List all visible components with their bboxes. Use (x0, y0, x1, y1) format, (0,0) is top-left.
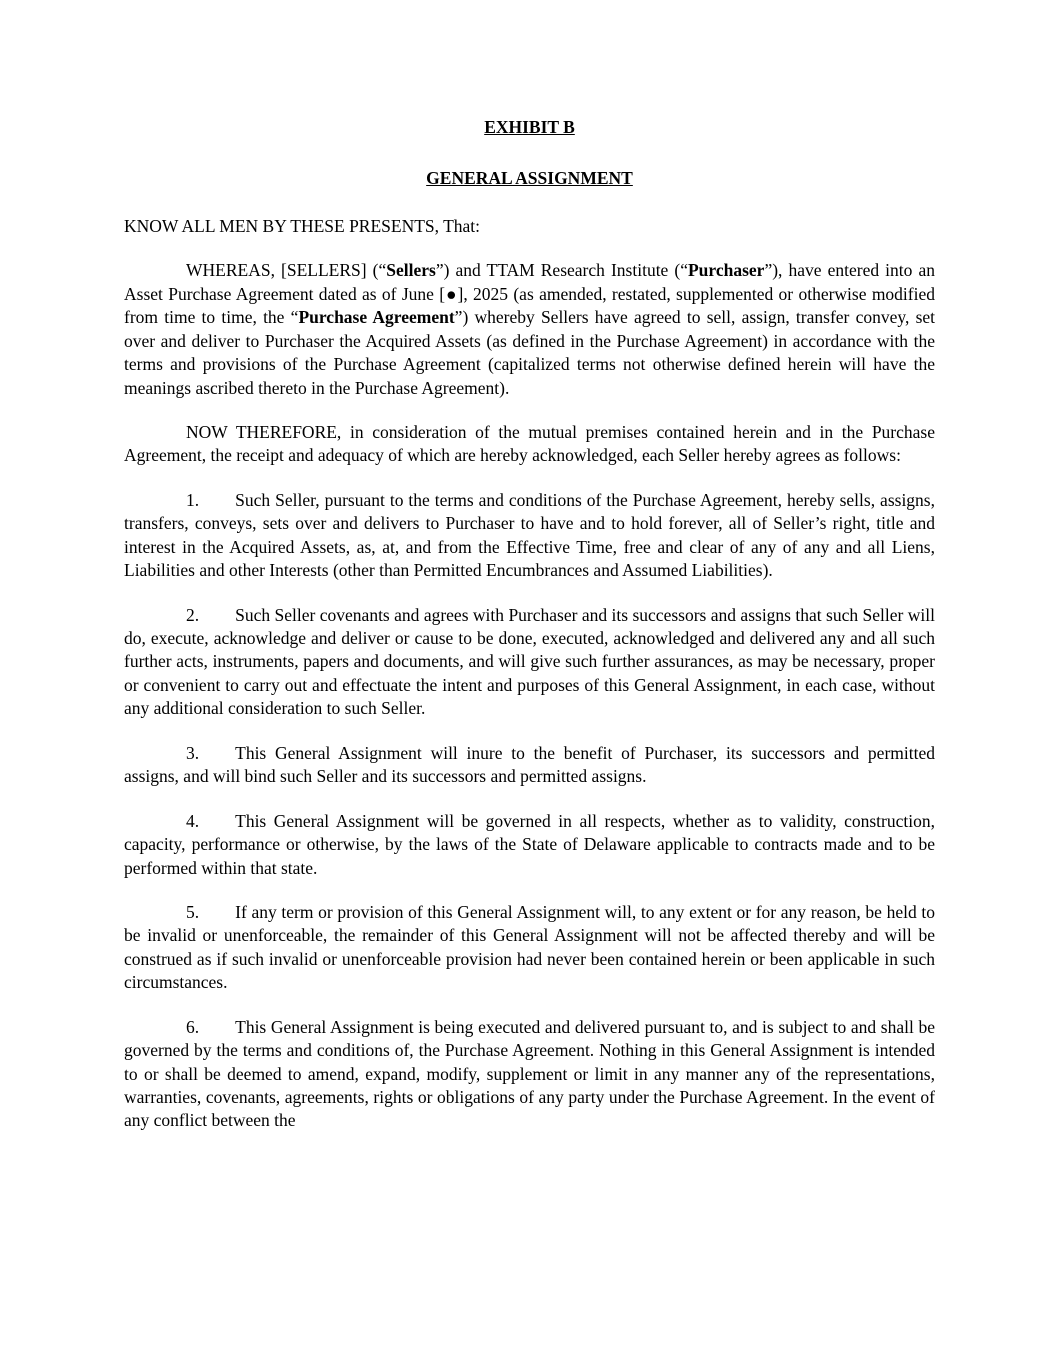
intro-line: KNOW ALL MEN BY THESE PRESENTS, That: (124, 215, 481, 236)
paragraph-text: NOW THEREFORE, in consideration of the mutual premises contained herein and in the Purchase Agreement, the receipt and adequacy of which are hereby acknowledged, each Seller hereby agrees as follows: (124, 421, 935, 466)
document-subtitle: GENERAL ASSIGNMENT (426, 168, 633, 189)
defined-term: Purchase Agreement (298, 307, 455, 328)
paragraph-text: This General Assignment will inure to the benefit of Purchaser, its successors and permitted assigns, and will bind such Seller and its successors and permitted assigns. (124, 742, 935, 787)
paragraph-number: 6. (186, 1016, 200, 1037)
defined-term: Purchaser (687, 260, 765, 281)
paragraph-text: This General Assignment is being executed and delivered pursuant to, and is subject to and shall be governed by the terms and conditions of, the Purchase Agreement. Nothing in this General Assignment is intended to or shall be deemed to amend, expand, modify, supplement or limit in any manner any of the representations, warranties, covenants, agreements, rights or obligations of any party under the Purchase Agreement. In the event of any conflict between the (124, 1016, 935, 1131)
paragraphs (124, 259, 935, 1133)
numbered-paragraph (124, 489, 935, 583)
defined-term: Sellers (386, 260, 436, 281)
paragraph (124, 421, 935, 468)
document-title: EXHIBIT B (484, 117, 575, 137)
paragraph (124, 259, 935, 400)
numbered-paragraph (124, 810, 935, 880)
paragraph-text: ”) and TTAM Research Institute (“ (435, 260, 688, 281)
paragraph-text: Such Seller covenants and agrees with Purchaser and its successors and assigns that such Seller will do, execute, acknowledge and deliver or cause to be done, executed, acknowledged and delivered any and all such further acts, instruments, papers and documents, and will give such further assurances, as may be necessary, proper or convenient to carry out and effectuate the intent and purposes of this General Assignment, in each case, without any additional consideration to such Seller. (124, 604, 935, 719)
paragraph-text: If any term or provision of this General Assignment will, to any extent or for any reason, be held to be invalid or unenforceable, the remainder of this General Assignment will not be affected thereby and will be construed as if such invalid or unenforceable provision had never been contained herein or been applicable in such circumstances. (124, 901, 935, 993)
paragraph-number: 2. (186, 604, 200, 625)
paragraph-number: 1. (186, 489, 200, 510)
paragraph-text: This General Assignment will be governed in all respects, whether as to validity, construction, capacity, performance or otherwise, by the laws of the State of Delaware applicable to contracts made and to be performed within that state. (124, 810, 935, 878)
paragraph-number: 3. (186, 742, 200, 763)
numbered-paragraph (124, 604, 935, 721)
paragraph-text: WHEREAS, [SELLERS] (“ (186, 260, 387, 281)
paragraph-number: 4. (186, 810, 200, 831)
paragraph-text: Such Seller, pursuant to the terms and conditions of the Purchase Agreement, hereby sells, assigns, transfers, conveys, sets over and delivers to Purchaser to have and to hold forever, all of Seller’s right, title and interest in the Acquired Assets, as, at, and from the Effective Time, free and clear of any of any and all Liens, Liabilities and other Interests (other than Permitted Encumbrances and Assumed Liabilities). (124, 489, 935, 581)
numbered-paragraph (124, 742, 935, 789)
paragraph-number: 5. (186, 901, 200, 922)
paragraph-text: ”) whereby Sellers have agreed to sell, assign, transfer convey, set over and deliver to Purchaser the Acquired Assets (as defined in the Purchase Agreement) in accordance with the terms and provisions of the Purchase Agreement (capitalized terms not otherwise defined herein will have the meanings ascribed thereto in the Purchase Agreement). (124, 307, 936, 398)
paragraph-text: ”), have entered into an Asset Purchase Agreement dated as of June [●], 2025 (as amended, restated, supplemented or otherwise modified from time to time, the “ (124, 260, 935, 328)
numbered-paragraph (124, 1016, 935, 1133)
numbered-paragraph (124, 901, 935, 995)
